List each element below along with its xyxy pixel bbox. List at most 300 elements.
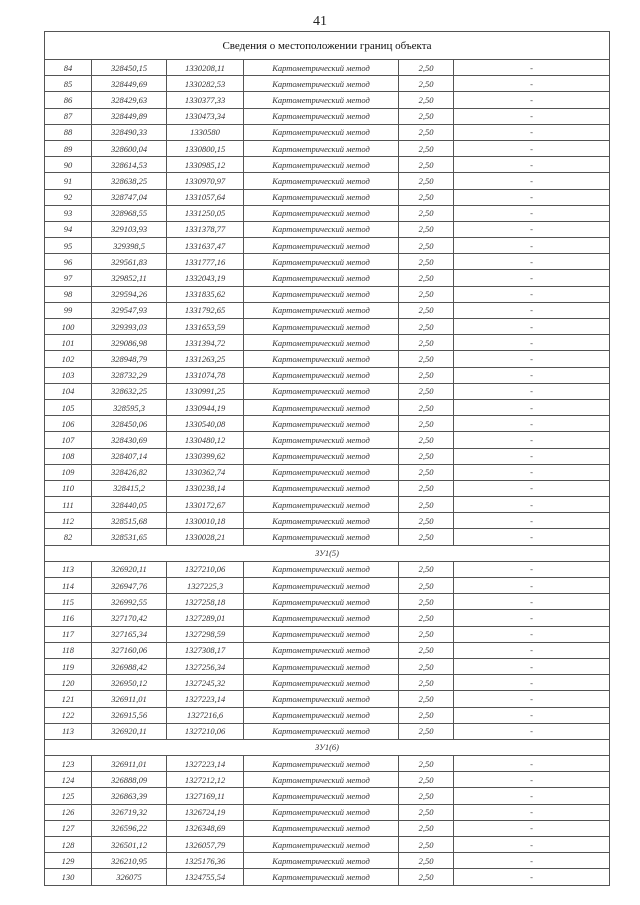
y-coordinate-cell: 1330800,15 [167, 140, 244, 156]
method-cell: Картометрический метод [244, 480, 399, 496]
table-row [45, 820, 610, 836]
table-title-row [45, 32, 610, 60]
description-cell: - [454, 157, 610, 173]
point-number-cell: 100 [45, 319, 92, 335]
table-row [45, 335, 610, 351]
y-coordinate-cell: 1331777,16 [167, 254, 244, 270]
point-number-cell: 124 [45, 772, 92, 788]
point-number-cell: 82 [45, 529, 92, 545]
method-cell: Картометрический метод [244, 513, 399, 529]
method-cell: Картометрический метод [244, 221, 399, 237]
description-cell: - [454, 448, 610, 464]
y-coordinate-cell: 1331394,72 [167, 335, 244, 351]
accuracy-cell: 2,50 [399, 254, 454, 270]
accuracy-cell: 2,50 [399, 76, 454, 92]
y-coordinate-cell: 1330944,19 [167, 399, 244, 415]
point-number-cell: 128 [45, 837, 92, 853]
accuracy-cell: 2,50 [399, 837, 454, 853]
accuracy-cell: 2,50 [399, 238, 454, 254]
table-row [45, 383, 610, 399]
x-coordinate-cell: 328429,63 [92, 92, 167, 108]
accuracy-cell: 2,50 [399, 707, 454, 723]
description-cell: - [454, 578, 610, 594]
y-coordinate-cell: 1327256,34 [167, 658, 244, 674]
description-cell: - [454, 658, 610, 674]
table-row [45, 302, 610, 318]
accuracy-cell: 2,50 [399, 399, 454, 415]
page-number: 41 [313, 14, 327, 29]
method-cell: Картометрический метод [244, 594, 399, 610]
y-coordinate-cell: 1330028,21 [167, 529, 244, 545]
table-row [45, 399, 610, 415]
accuracy-cell: 2,50 [399, 270, 454, 286]
accuracy-cell: 2,50 [399, 723, 454, 739]
method-cell: Картометрический метод [244, 642, 399, 658]
table-row [45, 221, 610, 237]
description-cell: - [454, 221, 610, 237]
table-row [45, 691, 610, 707]
section-row [45, 739, 610, 755]
x-coordinate-cell: 328450,06 [92, 416, 167, 432]
method-cell: Картометрический метод [244, 691, 399, 707]
method-cell: Картометрический метод [244, 448, 399, 464]
description-cell: - [454, 399, 610, 415]
point-number-cell: 95 [45, 238, 92, 254]
x-coordinate-cell: 329086,98 [92, 335, 167, 351]
x-coordinate-cell: 328407,14 [92, 448, 167, 464]
point-number-cell: 121 [45, 691, 92, 707]
method-cell: Картометрический метод [244, 772, 399, 788]
x-coordinate-cell: 326596,22 [92, 820, 167, 836]
accuracy-cell: 2,50 [399, 92, 454, 108]
method-cell: Картометрический метод [244, 788, 399, 804]
method-cell: Картометрический метод [244, 254, 399, 270]
point-number-cell: 110 [45, 480, 92, 496]
point-number-cell: 125 [45, 788, 92, 804]
x-coordinate-cell: 328449,69 [92, 76, 167, 92]
accuracy-cell: 2,50 [399, 642, 454, 658]
accuracy-cell: 2,50 [399, 853, 454, 869]
x-coordinate-cell: 329594,26 [92, 286, 167, 302]
table-row [45, 448, 610, 464]
x-coordinate-cell: 328595,3 [92, 399, 167, 415]
y-coordinate-cell: 1324755,54 [167, 869, 244, 885]
method-cell: Картометрический метод [244, 124, 399, 140]
y-coordinate-cell: 1330362,74 [167, 464, 244, 480]
table-row [45, 173, 610, 189]
point-number-cell: 118 [45, 642, 92, 658]
description-cell: - [454, 238, 610, 254]
y-coordinate-cell: 1327212,12 [167, 772, 244, 788]
x-coordinate-cell: 326920,11 [92, 561, 167, 577]
method-cell: Картометрический метод [244, 319, 399, 335]
x-coordinate-cell: 329852,11 [92, 270, 167, 286]
method-cell: Картометрический метод [244, 157, 399, 173]
section-label: ЗУ1(5) [45, 545, 610, 561]
y-coordinate-cell: 1327308,17 [167, 642, 244, 658]
y-coordinate-cell: 1331792,65 [167, 302, 244, 318]
description-cell: - [454, 432, 610, 448]
method-cell: Картометрический метод [244, 335, 399, 351]
point-number-cell: 130 [45, 869, 92, 885]
x-coordinate-cell: 326501,12 [92, 837, 167, 853]
y-coordinate-cell: 1327258,18 [167, 594, 244, 610]
y-coordinate-cell: 1330473,34 [167, 108, 244, 124]
x-coordinate-cell: 328450,15 [92, 60, 167, 76]
point-number-cell: 89 [45, 140, 92, 156]
accuracy-cell: 2,50 [399, 691, 454, 707]
method-cell: Картометрический метод [244, 853, 399, 869]
point-number-cell: 90 [45, 157, 92, 173]
description-cell: - [454, 675, 610, 691]
point-number-cell: 117 [45, 626, 92, 642]
x-coordinate-cell: 327165,34 [92, 626, 167, 642]
accuracy-cell: 2,50 [399, 221, 454, 237]
method-cell: Картометрический метод [244, 626, 399, 642]
method-cell: Картометрический метод [244, 723, 399, 739]
method-cell: Картометрический метод [244, 205, 399, 221]
x-coordinate-cell: 326911,01 [92, 691, 167, 707]
x-coordinate-cell: 328531,65 [92, 529, 167, 545]
description-cell: - [454, 561, 610, 577]
y-coordinate-cell: 1331250,05 [167, 205, 244, 221]
y-coordinate-cell: 1330540,08 [167, 416, 244, 432]
x-coordinate-cell: 328948,79 [92, 351, 167, 367]
accuracy-cell: 2,50 [399, 594, 454, 610]
description-cell: - [454, 302, 610, 318]
table-row [45, 869, 610, 885]
x-coordinate-cell: 326863,39 [92, 788, 167, 804]
y-coordinate-cell: 1331057,64 [167, 189, 244, 205]
accuracy-cell: 2,50 [399, 610, 454, 626]
y-coordinate-cell: 1331637,47 [167, 238, 244, 254]
method-cell: Картометрический метод [244, 351, 399, 367]
method-cell: Картометрический метод [244, 302, 399, 318]
x-coordinate-cell: 328968,55 [92, 205, 167, 221]
accuracy-cell: 2,50 [399, 788, 454, 804]
method-cell: Картометрический метод [244, 561, 399, 577]
y-coordinate-cell: 1327210,06 [167, 723, 244, 739]
method-cell: Картометрический метод [244, 383, 399, 399]
x-coordinate-cell: 329103,93 [92, 221, 167, 237]
accuracy-cell: 2,50 [399, 124, 454, 140]
x-coordinate-cell: 326915,56 [92, 707, 167, 723]
point-number-cell: 97 [45, 270, 92, 286]
method-cell: Картометрический метод [244, 140, 399, 156]
y-coordinate-cell: 1327245,32 [167, 675, 244, 691]
x-coordinate-cell: 326719,32 [92, 804, 167, 820]
x-coordinate-cell: 329547,93 [92, 302, 167, 318]
table-row [45, 270, 610, 286]
x-coordinate-cell: 326988,42 [92, 658, 167, 674]
point-number-cell: 84 [45, 60, 92, 76]
boundary-coordinates-table [44, 31, 610, 886]
y-coordinate-cell: 1330282,53 [167, 76, 244, 92]
description-cell: - [454, 76, 610, 92]
y-coordinate-cell: 1330580 [167, 124, 244, 140]
table-row [45, 238, 610, 254]
description-cell: - [454, 642, 610, 658]
section-row [45, 545, 610, 561]
y-coordinate-cell: 1330010,18 [167, 513, 244, 529]
description-cell: - [454, 464, 610, 480]
point-number-cell: 92 [45, 189, 92, 205]
point-number-cell: 127 [45, 820, 92, 836]
y-coordinate-cell: 1330377,33 [167, 92, 244, 108]
x-coordinate-cell: 326992,55 [92, 594, 167, 610]
table-row [45, 92, 610, 108]
point-number-cell: 106 [45, 416, 92, 432]
description-cell: - [454, 189, 610, 205]
y-coordinate-cell: 1325176,36 [167, 853, 244, 869]
method-cell: Картометрический метод [244, 173, 399, 189]
x-coordinate-cell: 328490,33 [92, 124, 167, 140]
table-row [45, 675, 610, 691]
description-cell: - [454, 60, 610, 76]
point-number-cell: 107 [45, 432, 92, 448]
y-coordinate-cell: 1330208,11 [167, 60, 244, 76]
method-cell: Картометрический метод [244, 238, 399, 254]
method-cell: Картометрический метод [244, 286, 399, 302]
table-row [45, 497, 610, 513]
accuracy-cell: 2,50 [399, 416, 454, 432]
description-cell: - [454, 286, 610, 302]
table-row [45, 561, 610, 577]
y-coordinate-cell: 1330991,25 [167, 383, 244, 399]
accuracy-cell: 2,50 [399, 480, 454, 496]
point-number-cell: 101 [45, 335, 92, 351]
accuracy-cell: 2,50 [399, 383, 454, 399]
point-number-cell: 105 [45, 399, 92, 415]
x-coordinate-cell: 328632,25 [92, 383, 167, 399]
point-number-cell: 126 [45, 804, 92, 820]
accuracy-cell: 2,50 [399, 626, 454, 642]
description-cell: - [454, 691, 610, 707]
description-cell: - [454, 254, 610, 270]
x-coordinate-cell: 329393,03 [92, 319, 167, 335]
description-cell: - [454, 416, 610, 432]
description-cell: - [454, 804, 610, 820]
point-number-cell: 112 [45, 513, 92, 529]
method-cell: Картометрический метод [244, 869, 399, 885]
table-row [45, 707, 610, 723]
table-row [45, 464, 610, 480]
point-number-cell: 108 [45, 448, 92, 464]
x-coordinate-cell: 326075 [92, 869, 167, 885]
x-coordinate-cell: 326911,01 [92, 756, 167, 772]
point-number-cell: 114 [45, 578, 92, 594]
description-cell: - [454, 205, 610, 221]
accuracy-cell: 2,50 [399, 432, 454, 448]
point-number-cell: 113 [45, 723, 92, 739]
table-row [45, 416, 610, 432]
table-row [45, 658, 610, 674]
x-coordinate-cell: 328614,53 [92, 157, 167, 173]
table-row [45, 837, 610, 853]
table-row [45, 513, 610, 529]
x-coordinate-cell: 328449,89 [92, 108, 167, 124]
description-cell: - [454, 820, 610, 836]
y-coordinate-cell: 1331378,77 [167, 221, 244, 237]
description-cell: - [454, 723, 610, 739]
point-number-cell: 119 [45, 658, 92, 674]
point-number-cell: 96 [45, 254, 92, 270]
point-number-cell: 93 [45, 205, 92, 221]
description-cell: - [454, 594, 610, 610]
accuracy-cell: 2,50 [399, 756, 454, 772]
accuracy-cell: 2,50 [399, 319, 454, 335]
y-coordinate-cell: 1330172,67 [167, 497, 244, 513]
accuracy-cell: 2,50 [399, 173, 454, 189]
table-row [45, 108, 610, 124]
description-cell: - [454, 108, 610, 124]
description-cell: - [454, 480, 610, 496]
method-cell: Картометрический метод [244, 416, 399, 432]
table-row [45, 286, 610, 302]
table-row [45, 578, 610, 594]
accuracy-cell: 2,50 [399, 497, 454, 513]
x-coordinate-cell: 326947,76 [92, 578, 167, 594]
point-number-cell: 99 [45, 302, 92, 318]
description-cell: - [454, 788, 610, 804]
accuracy-cell: 2,50 [399, 351, 454, 367]
table-row [45, 723, 610, 739]
description-cell: - [454, 869, 610, 885]
method-cell: Картометрический метод [244, 108, 399, 124]
table-row [45, 853, 610, 869]
accuracy-cell: 2,50 [399, 60, 454, 76]
point-number-cell: 109 [45, 464, 92, 480]
y-coordinate-cell: 1331074,78 [167, 367, 244, 383]
y-coordinate-cell: 1327289,01 [167, 610, 244, 626]
method-cell: Картометрический метод [244, 675, 399, 691]
x-coordinate-cell: 326210,95 [92, 853, 167, 869]
point-number-cell: 103 [45, 367, 92, 383]
table-row [45, 756, 610, 772]
table-row [45, 189, 610, 205]
accuracy-cell: 2,50 [399, 675, 454, 691]
x-coordinate-cell: 328600,04 [92, 140, 167, 156]
x-coordinate-cell: 328747,04 [92, 189, 167, 205]
description-cell: - [454, 837, 610, 853]
accuracy-cell: 2,50 [399, 335, 454, 351]
point-number-cell: 88 [45, 124, 92, 140]
description-cell: - [454, 319, 610, 335]
method-cell: Картометрический метод [244, 60, 399, 76]
description-cell: - [454, 853, 610, 869]
point-number-cell: 104 [45, 383, 92, 399]
accuracy-cell: 2,50 [399, 140, 454, 156]
accuracy-cell: 2,50 [399, 869, 454, 885]
description-cell: - [454, 92, 610, 108]
x-coordinate-cell: 328638,25 [92, 173, 167, 189]
table-row [45, 367, 610, 383]
table-row [45, 76, 610, 92]
point-number-cell: 120 [45, 675, 92, 691]
table-row [45, 642, 610, 658]
accuracy-cell: 2,50 [399, 464, 454, 480]
table-row [45, 205, 610, 221]
description-cell: - [454, 756, 610, 772]
method-cell: Картометрический метод [244, 756, 399, 772]
accuracy-cell: 2,50 [399, 513, 454, 529]
point-number-cell: 116 [45, 610, 92, 626]
accuracy-cell: 2,50 [399, 286, 454, 302]
description-cell: - [454, 270, 610, 286]
y-coordinate-cell: 1326724,19 [167, 804, 244, 820]
table-row [45, 60, 610, 76]
description-cell: - [454, 626, 610, 642]
accuracy-cell: 2,50 [399, 205, 454, 221]
method-cell: Картометрический метод [244, 367, 399, 383]
x-coordinate-cell: 328430,69 [92, 432, 167, 448]
description-cell: - [454, 335, 610, 351]
method-cell: Картометрический метод [244, 837, 399, 853]
table-row [45, 594, 610, 610]
description-cell: - [454, 383, 610, 399]
y-coordinate-cell: 1330238,14 [167, 480, 244, 496]
y-coordinate-cell: 1327225,3 [167, 578, 244, 594]
table-row [45, 772, 610, 788]
section-label: ЗУ1(6) [45, 739, 610, 755]
accuracy-cell: 2,50 [399, 157, 454, 173]
point-number-cell: 129 [45, 853, 92, 869]
point-number-cell: 85 [45, 76, 92, 92]
x-coordinate-cell: 327160,06 [92, 642, 167, 658]
description-cell: - [454, 140, 610, 156]
x-coordinate-cell: 328426,82 [92, 464, 167, 480]
y-coordinate-cell: 1327298,59 [167, 626, 244, 642]
method-cell: Картометрический метод [244, 76, 399, 92]
point-number-cell: 87 [45, 108, 92, 124]
method-cell: Картометрический метод [244, 820, 399, 836]
method-cell: Картометрический метод [244, 658, 399, 674]
y-coordinate-cell: 1330480,12 [167, 432, 244, 448]
table-row [45, 626, 610, 642]
y-coordinate-cell: 1332043,19 [167, 270, 244, 286]
accuracy-cell: 2,50 [399, 529, 454, 545]
accuracy-cell: 2,50 [399, 448, 454, 464]
y-coordinate-cell: 1331835,62 [167, 286, 244, 302]
x-coordinate-cell: 329398,5 [92, 238, 167, 254]
point-number-cell: 123 [45, 756, 92, 772]
accuracy-cell: 2,50 [399, 820, 454, 836]
y-coordinate-cell: 1326057,79 [167, 837, 244, 853]
point-number-cell: 91 [45, 173, 92, 189]
table-row [45, 140, 610, 156]
method-cell: Картометрический метод [244, 497, 399, 513]
table-row [45, 124, 610, 140]
method-cell: Картометрический метод [244, 707, 399, 723]
x-coordinate-cell: 328415,2 [92, 480, 167, 496]
method-cell: Картометрический метод [244, 189, 399, 205]
method-cell: Картометрический метод [244, 578, 399, 594]
y-coordinate-cell: 1327210,06 [167, 561, 244, 577]
x-coordinate-cell: 328515,68 [92, 513, 167, 529]
accuracy-cell: 2,50 [399, 578, 454, 594]
point-number-cell: 113 [45, 561, 92, 577]
y-coordinate-cell: 1327223,14 [167, 756, 244, 772]
description-cell: - [454, 124, 610, 140]
table-row [45, 804, 610, 820]
method-cell: Картометрический метод [244, 432, 399, 448]
x-coordinate-cell: 327170,42 [92, 610, 167, 626]
method-cell: Картометрический метод [244, 529, 399, 545]
y-coordinate-cell: 1331263,25 [167, 351, 244, 367]
y-coordinate-cell: 1327216,6 [167, 707, 244, 723]
method-cell: Картометрический метод [244, 399, 399, 415]
accuracy-cell: 2,50 [399, 804, 454, 820]
